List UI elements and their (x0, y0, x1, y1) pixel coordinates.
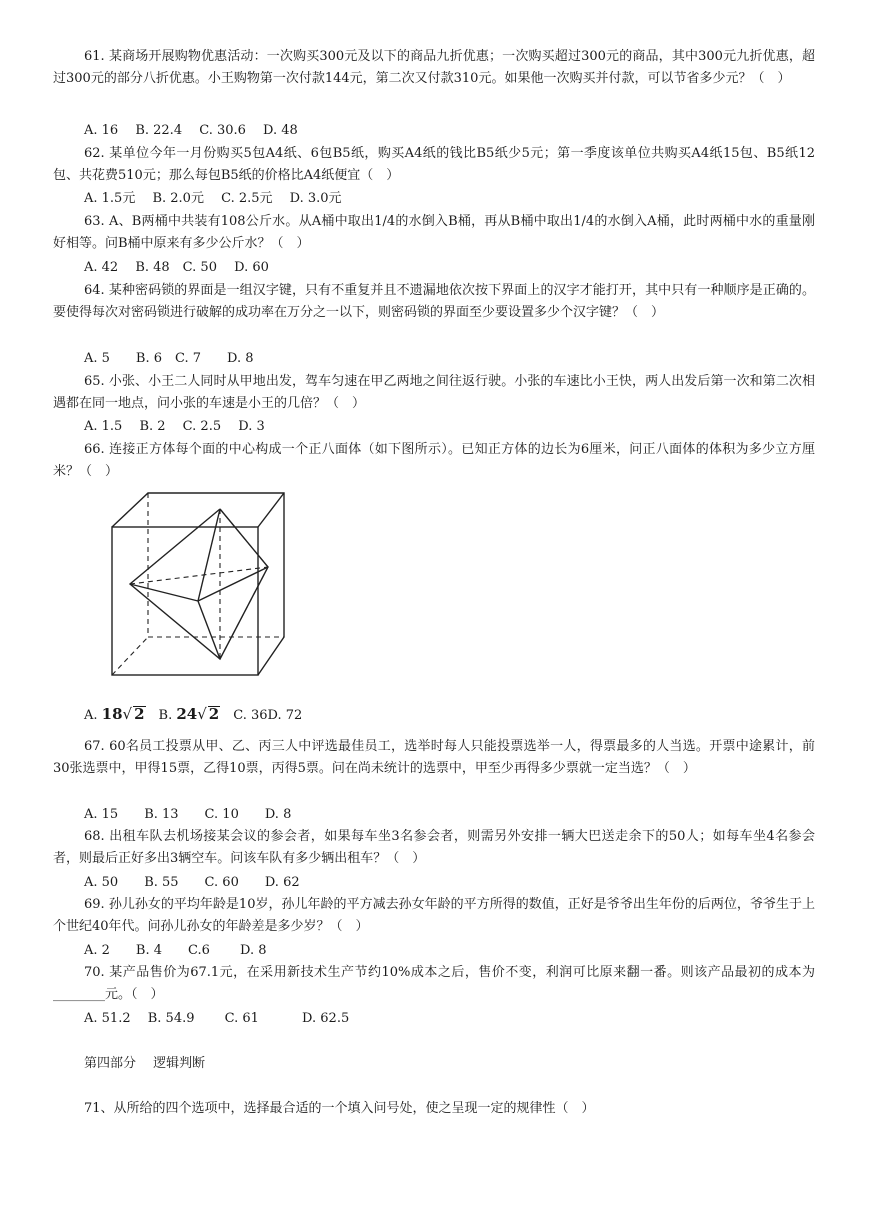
octahedron-edge-a (198, 509, 220, 601)
section-title: 第四部分 逻辑判断 (84, 1056, 206, 1071)
cube-hidden-diagonal (112, 637, 148, 675)
question-62-text: 62. 某单位今年一月份购买5包A4纸、6包B5纸，购买A4纸的钱比B5纸少5元；第一季度该单位共购买A4纸15包、B5纸12包、共花费510元；那么每包B5纸的价格比A4纸便宜（ ） (53, 146, 815, 184)
question-69-options: A. 2 B. 4 C.6 D. 8 (84, 943, 267, 958)
question-61-options: A. 16 B. 22.4 C. 30.6 D. 48 (84, 123, 298, 138)
question-70-options: A. 51.2 B. 54.9 C. 61 D. 62.5 (84, 1011, 350, 1026)
radical-sign-b: √ (197, 705, 207, 723)
question-66-options (84, 703, 302, 727)
question-70-text: 70. 某产品售价为67.1元，在采用新技术生产节约10%成本之后，售价不变，利润可比原来翻一番。则该产品最初的成本为 ________元。（ ） (53, 965, 815, 1003)
question-66-text: 66. 连接正方体每个面的中心构成一个正八面体（如下图所示）。已知正方体的边长为6厘米，问正八面体的体积为多少立方厘米？（ ） (53, 442, 815, 480)
question-65-options: A. 1.5 B. 2 C. 2.5 D. 3 (84, 419, 265, 434)
option-cd-text: C. 36D. 72 (220, 708, 303, 723)
question-61-text: 61. 某商场开展购物优惠活动：一次购买300元及以下的商品九折优惠；一次购买超过300元的商品，其中300元九折优惠，超过300元的部分八折优惠。小王购物第一次付款144元，第二次又付款310元。如果他一次购买并付款，可以节省多少元？（ ） (53, 49, 815, 87)
cube-front-face (112, 527, 258, 675)
question-67-options: A. 15 B. 13 C. 10 D. 8 (84, 807, 292, 822)
question-68-options: A. 50 B. 55 C. 60 D. 62 (84, 875, 300, 890)
question-63-options: A. 42 B. 48 C. 50 D. 60 (84, 260, 269, 275)
question-68-text: 68. 出租车队去机场接某会议的参会者，如果每车坐3名参会者，则需另外安排一辆大巴送走余下的50人；如每车坐4名参会者，则最后正好多出3辆空车。问该车队有多少辆出租车？（ ） (53, 829, 815, 867)
octahedron-in-cube-figure (108, 487, 288, 681)
octahedron-hidden-equator (130, 567, 268, 584)
question-65-text: 65. 小张、小王二人同时从甲地出发，驾车匀速在甲乙两地之间往返行驶。小张的车速比小王快，两人出发后第一次和第二次相遇都在同一地点，问小张的车速是小王的几倍？（ ） (53, 374, 815, 412)
question-69-text: 69. 孙儿孙女的平均年龄是10岁，孙儿年龄的平方减去孙女年龄的平方所得的数值，正好是爷爷出生年份的后两位，爷爷生于上个世纪40年代。问孙儿孙女的年龄差是多少岁？（ ） (53, 897, 815, 935)
question-71-text: 71、从所给的四个选项中，选择最合适的一个填入问号处，使之呈现一定的规律性（ ） (84, 1101, 595, 1116)
radical-sign-a: √ (122, 705, 133, 723)
question-62-options: A. 1.5元 B. 2.0元 C. 2.5元 D. 3.0元 (84, 191, 342, 206)
option-b-label: B. (145, 708, 177, 723)
question-64-options: A. 5 B. 6 C. 7 D. 8 (84, 351, 254, 366)
option-a-coefficient: 18 (101, 705, 123, 723)
option-a-radicand: 2 (134, 705, 145, 723)
question-64-text: 64. 某种密码锁的界面是一组汉字键，只有不重复并且不遗漏地依次按下界面上的汉字才能打开，其中只有一种顺序是正确的。要使得每次对密码锁进行破解的成功率在万分之一以下，则密码锁的界面至少要设置多少个汉字键？（ ） (53, 283, 815, 321)
cube-top-right-edge (258, 493, 284, 527)
option-b-radicand: 2 (208, 705, 220, 723)
option-a-label: A. (84, 708, 102, 723)
option-b-coefficient: 24 (176, 705, 198, 723)
question-63-text: 63. A、B两桶中共装有108公斤水。从A桶中取出1/4的水倒入B桶，再从B桶中取出1/4的水倒入A桶，此时两桶中水的重量刚好相等。问B桶中原来有多少公斤水？（ ） (53, 214, 815, 252)
question-67-text: 67. 60名员工投票从甲、乙、丙三人中评选最佳员工，选举时每人只能投票选举一人，得票最多的人当选。开票中途累计，前30张选票中，甲得15票，乙得10票，丙得5票。问在尚未统计的选票中，甲至少再得多少票就一定当选？（ ） (53, 739, 815, 777)
